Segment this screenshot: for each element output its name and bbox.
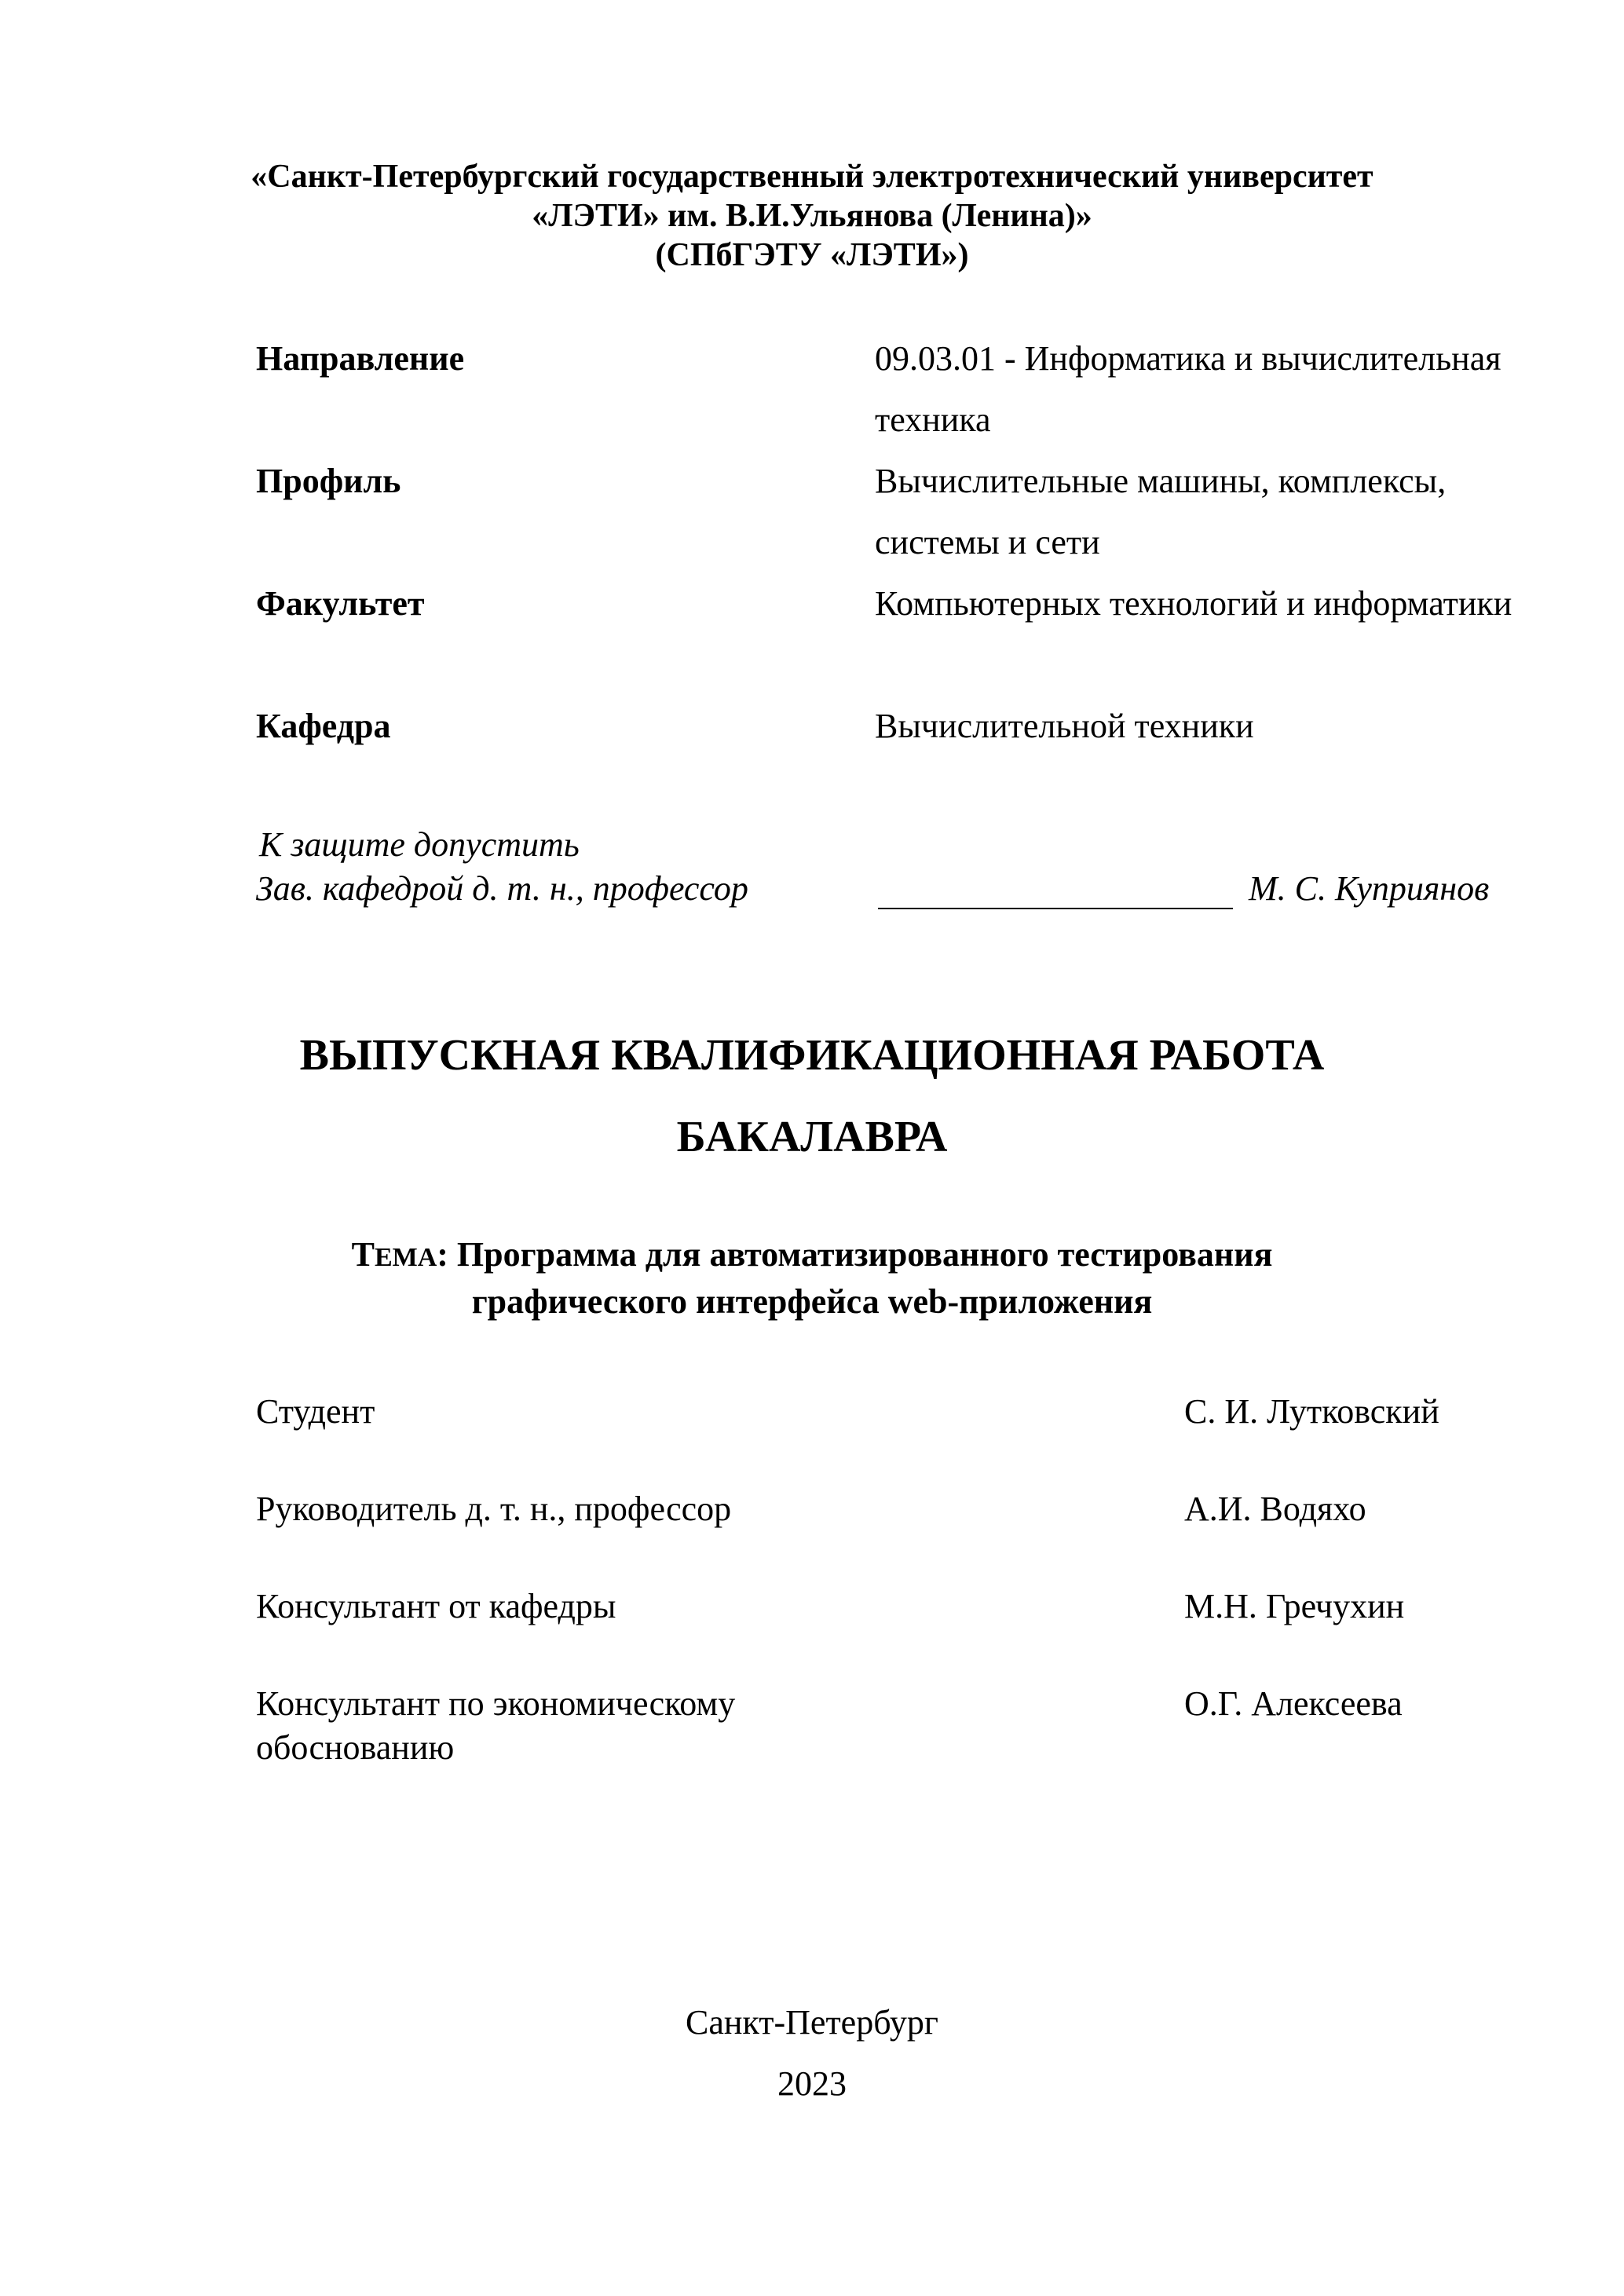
faculty-value: Компьютерных технологий и информатики <box>875 584 1512 623</box>
university-header <box>0 157 1624 275</box>
thesis-title-line-2: БАКАЛАВРА <box>676 1113 948 1161</box>
person-name: С. И. Лутковский <box>1184 1392 1439 1431</box>
person-name: О.Г. Алексеева <box>1184 1684 1403 1723</box>
person-role: Консультант от кафедры <box>256 1587 616 1625</box>
department-value: Вычислительной техники <box>875 707 1254 745</box>
footer-city: Санкт-Петербург <box>686 2003 938 2042</box>
thesis-topic-line-1: ТЕМА: Программа для автоматизированного тестирования <box>351 1235 1273 1274</box>
profile-value: Вычислительные машины, комплексы, системы и сети <box>875 462 1447 561</box>
faculty-label: Факультет <box>256 584 425 623</box>
university-name-line-2: «ЛЭТИ» им. В.И.Ульянова (Ленина)» <box>532 198 1092 234</box>
topic-prefix: ТЕМА <box>351 1235 437 1274</box>
university-name-line-1: «Санкт-Петербургский государственный электротехнический университет <box>251 159 1373 195</box>
thesis-title-line-1: ВЫПУСКНАЯ КВАЛИФИКАЦИОННАЯ РАБОТА <box>299 1031 1325 1080</box>
thesis-topic <box>0 1233 1624 1324</box>
approval-admit-text: К защите допустить <box>259 825 580 864</box>
person-name: А.И. Водяхо <box>1184 1490 1366 1528</box>
direction-label: Направление <box>256 339 465 378</box>
direction-value: 09.03.01 - Информатика и вычислительная техника <box>875 339 1501 439</box>
thesis-title <box>0 1015 1624 1178</box>
signature-line <box>878 908 1233 909</box>
person-role: Консультант по экономическому обоснованию <box>256 1684 736 1767</box>
approval-signer-name: М. С. Куприянов <box>1249 869 1490 908</box>
person-name: М.Н. Гречухин <box>1184 1587 1405 1625</box>
thesis-topic-line-2: графического интерфейса web-приложения <box>471 1282 1153 1321</box>
person-role: Руководитель д. т. н., профессор <box>256 1490 732 1528</box>
profile-label: Профиль <box>256 462 401 500</box>
person-role: Студент <box>256 1392 375 1431</box>
department-label: Кафедра <box>256 707 391 745</box>
footer-year: 2023 <box>777 2064 847 2103</box>
university-abbreviation: (СПбГЭТУ «ЛЭТИ») <box>655 237 969 273</box>
approval-head-position: Зав. кафедрой д. т. н., профессор <box>256 869 748 908</box>
